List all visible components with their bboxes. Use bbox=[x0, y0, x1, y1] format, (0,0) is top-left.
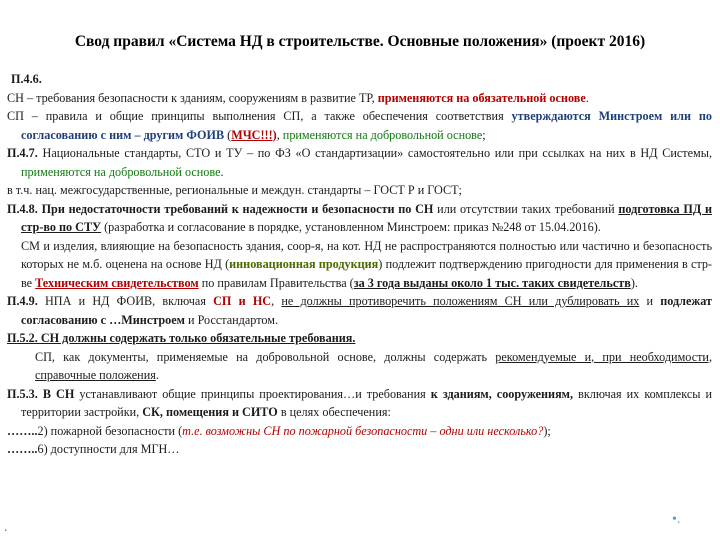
item-accessibility: ……..6) доступности для МГН… bbox=[7, 442, 180, 456]
standards-note: в т.ч. нац. межгосударственные, региональные и междун. стандарты – ГОСТ Р и ГОСТ; bbox=[7, 183, 462, 197]
clause-4-7: П.4.7. Национальные стандарты, СТО и ТУ – по ФЗ «О стандартизации» самостоятельно или при ссылках на них в НД Системы, применяются на добровольной основе. bbox=[7, 146, 712, 179]
clause-5-3: П.5.3. В СН устанавливают общие принципы проектирования…и требования к зданиям, сооружениям, включая их комплексы и территории застройки, СК, помещения и СИТО в целях обеспечения: bbox=[7, 386, 712, 419]
bullet-marker-left: . bbox=[4, 520, 8, 535]
item-fire-safety: ……..2) пожарной безопасности (т.е. возможны СН по пожарной безопасности – одни или несколько?); bbox=[7, 423, 551, 438]
page-title: Свод правил «Система НД в строительстве. Основные положения» (проект 2016) bbox=[74, 33, 646, 50]
clause-5-2: П.5.2. СН должны содержать только обязательные требования. bbox=[7, 331, 356, 345]
clause-4-8: П.4.8. При недостаточности требований к надежности и безопасности по СН или отсутствии таких требований подготовка ПД и стр-во по СТУ (разработка и согласование в порядке, установленном Минстроем: приказ №248 от 15.04.2016). bbox=[7, 201, 712, 234]
sn-definition: СН – требования безопасности к зданиям, сооружениям в развитие ТР, применяются на обязательной основе. bbox=[7, 90, 589, 105]
bullet-marker: •. bbox=[672, 512, 681, 527]
sp-content-paragraph: СП, как документы, применяемые на добровольной основе, должны содержать рекомендуемые и, при необходимости, справочные положения. bbox=[35, 349, 712, 382]
sp-definition: СП – правила и общие принципы выполнения СП, а также обеспечения соответствия утверждаются Минстроем или по согласованию с ним – другим ФОИВ (МЧС!!!), применяются на добровольной основе; bbox=[7, 109, 712, 142]
clause-4-9: П.4.9. НПА и НД ФОИВ, включая СП и НС, не должны противоречить положениям СН или дублировать их и подлежат согласованию с …Минстроем и Росстандартом. bbox=[7, 294, 713, 327]
innovative-products-paragraph: СМ и изделия, влияющие на безопасность здания, соор-я, на кот. НД не распространяются полностью или частично и безопасность которых не м.б. оценена на основе НД (инновационная продукция) подлежит подтверждению пригодности для применения в стр-ве Техническим свидетельством по правилам Правительства (за 3 года выданы около 1 тыс. таких свидетельств). bbox=[21, 238, 712, 290]
slide-body bbox=[7, 70, 712, 459]
clause-4-6: П.4.6. bbox=[11, 72, 42, 86]
